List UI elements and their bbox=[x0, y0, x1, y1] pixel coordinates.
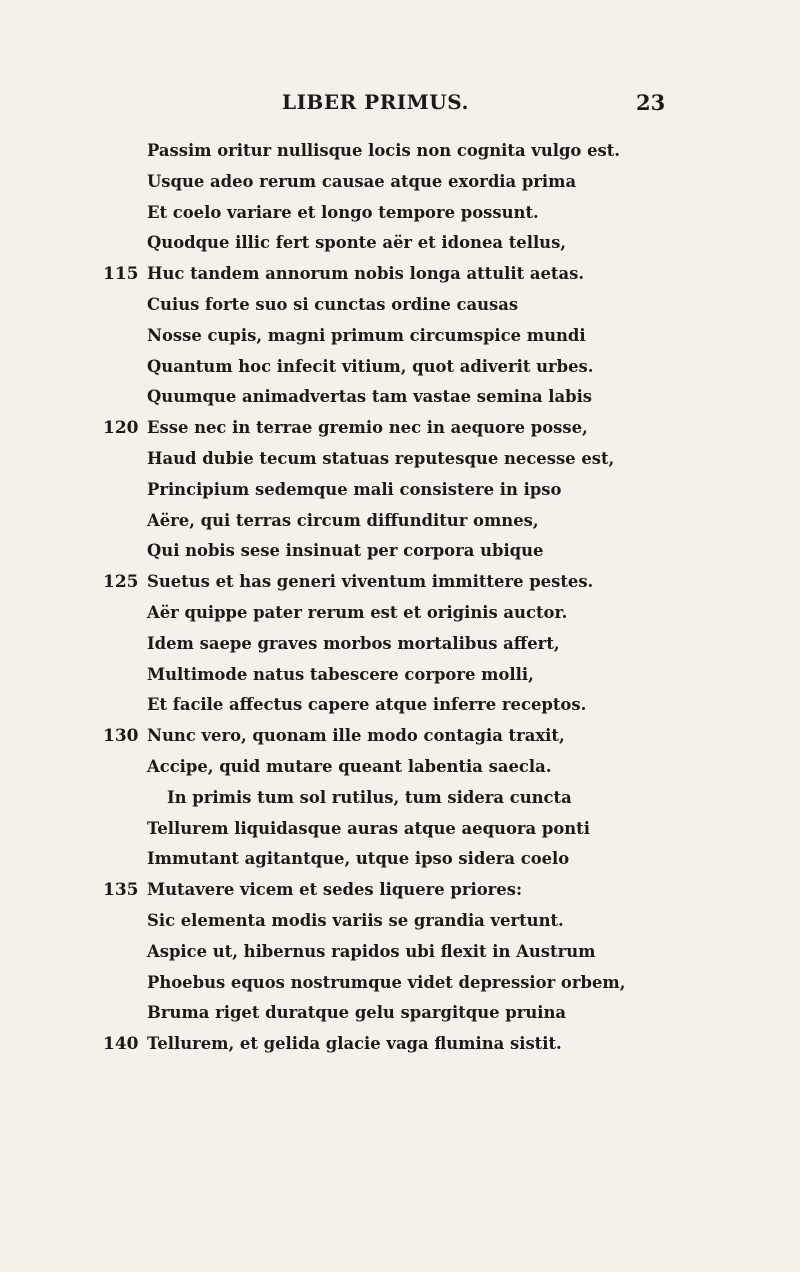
line-text: Mutavere vicem et sedes liquere priores: bbox=[147, 880, 522, 900]
verse-line bbox=[0, 352, 800, 383]
line-text: Et facile affectus capere atque inferre receptos. bbox=[147, 695, 587, 715]
verse-line bbox=[0, 382, 800, 413]
verse-line bbox=[0, 1029, 800, 1060]
line-text: Nunc vero, quonam ille modo contagia traxit, bbox=[147, 726, 565, 746]
line-text: Quumque animadvertas tam vastae semina labis bbox=[147, 387, 593, 407]
line-text: Esse nec in terrae gremio nec in aequore posse, bbox=[147, 418, 588, 438]
line-text: Aëre, qui terras circum diffunditur omnes, bbox=[147, 510, 539, 530]
line-text: Usque adeo rerum causae atque exordia prima bbox=[147, 171, 577, 191]
line-text: Multimode natus tabescere corpore molli, bbox=[147, 664, 534, 684]
verse-line bbox=[0, 506, 800, 537]
line-text: Huc tandem annorum nobis longa attulit aetas. bbox=[147, 264, 585, 284]
verse-line bbox=[0, 413, 800, 444]
verse-line bbox=[0, 475, 800, 506]
verse-line bbox=[0, 752, 800, 783]
line-text: Nosse cupis, magni primum circumspice mundi bbox=[147, 325, 586, 345]
line-number: 120 bbox=[103, 418, 139, 439]
line-text: Idem saepe graves morbos mortalibus affert, bbox=[147, 633, 560, 653]
verse-line bbox=[0, 844, 800, 875]
verse-line bbox=[0, 690, 800, 721]
verse-line bbox=[0, 629, 800, 660]
line-text: Sic elementa modis variis se grandia vertunt. bbox=[147, 910, 564, 930]
page-header bbox=[0, 90, 800, 120]
line-text: Aspice ut, hibernus rapidos ubi flexit in Austrum bbox=[147, 941, 596, 961]
line-number: 135 bbox=[103, 880, 139, 901]
line-number: 140 bbox=[103, 1034, 139, 1055]
line-number: 115 bbox=[103, 264, 139, 285]
line-text: Quodque illic fert sponte aër et idonea tellus, bbox=[147, 233, 567, 253]
line-text: In primis tum sol rutilus, tum sidera cuncta bbox=[167, 787, 572, 807]
verse-line bbox=[0, 937, 800, 968]
verse-line bbox=[0, 875, 800, 906]
verse-line bbox=[0, 198, 800, 229]
verse-line bbox=[0, 660, 800, 691]
line-text: Haud dubie tecum statuas reputesque necesse est, bbox=[147, 448, 615, 468]
line-text: Immutant agitantque, utque ipso sidera coelo bbox=[147, 849, 570, 869]
verse-line bbox=[0, 228, 800, 259]
line-text: Accipe, quid mutare queant labentia saecla. bbox=[147, 756, 552, 776]
line-text: Phoebus equos nostrumque videt depressior orbem, bbox=[147, 972, 626, 992]
verse-line bbox=[0, 721, 800, 752]
line-text: Principium sedemque mali consistere in ipso bbox=[147, 479, 562, 499]
verse-line bbox=[0, 290, 800, 321]
line-text: Cuius forte suo si cunctas ordine causas bbox=[147, 294, 519, 314]
verse-line bbox=[0, 567, 800, 598]
verse-line bbox=[0, 136, 800, 167]
page-number: 23 bbox=[636, 90, 666, 115]
verse-line bbox=[0, 321, 800, 352]
line-text: Suetus et has generi viventum immittere pestes. bbox=[147, 572, 594, 592]
verse-line bbox=[0, 998, 800, 1029]
line-text: Quantum hoc infecit vitium, quot adiverit urbes. bbox=[147, 356, 594, 376]
verse-line bbox=[0, 968, 800, 999]
line-text: Aër quippe pater rerum est et originis auctor. bbox=[147, 602, 568, 622]
verse-block bbox=[0, 136, 800, 1060]
verse-line bbox=[0, 598, 800, 629]
verse-line bbox=[0, 536, 800, 567]
line-text: Passim oritur nullisque locis non cognita vulgo est. bbox=[147, 141, 620, 160]
verse-line bbox=[0, 814, 800, 845]
line-text: Bruma riget duratque gelu spargitque pruina bbox=[147, 1003, 567, 1023]
line-text: Et coelo variare et longo tempore possunt. bbox=[147, 202, 539, 222]
verse-line bbox=[0, 259, 800, 290]
verse-line bbox=[0, 906, 800, 937]
line-text: Tellurem, et gelida glacie vaga flumina sistit. bbox=[147, 1034, 562, 1054]
line-text: Tellurem liquidasque auras atque aequora ponti bbox=[147, 818, 590, 838]
running-head: LIBER PRIMUS. bbox=[282, 90, 469, 114]
verse-line bbox=[0, 783, 800, 814]
verse-line bbox=[0, 167, 800, 198]
line-number: 125 bbox=[103, 572, 139, 593]
line-number: 130 bbox=[103, 726, 139, 747]
line-text: Qui nobis sese insinuat per corpora ubique bbox=[147, 541, 544, 561]
verse-line bbox=[0, 444, 800, 475]
